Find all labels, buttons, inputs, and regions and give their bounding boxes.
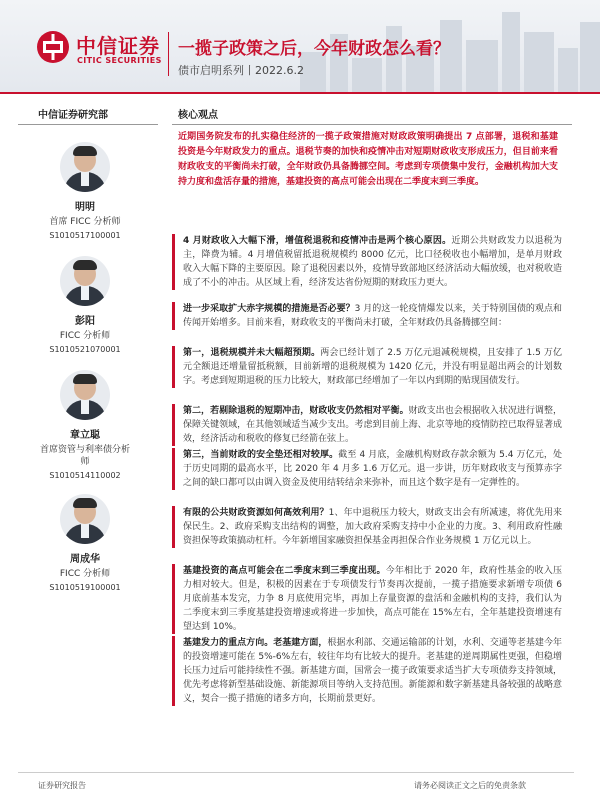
analyst-role: 首席资管与利率债分析师 <box>39 445 130 467</box>
analyst-sidebar <box>0 94 170 774</box>
analyst-card <box>0 256 170 354</box>
city-silhouette <box>352 58 382 92</box>
paragraph-lead: 4 月财政收入大幅下滑，增值税退税和疫情冲击是两个核心原因。 <box>183 236 452 246</box>
analyst-role: FICC 分析师 <box>59 569 111 579</box>
paragraph-body: 根据水利部、交通运输部的计划，水利、交通等老基建今年的投资增速可能在 5%-6%左右，较往年均有比较大的提升。老基建的逆周期属性更强，但稳增长压力过后可能持续性不强。新基建方面，国常会一揽子政策要求适当扩大专项债券支持领域，优先考虑将新型基础设施、新能源项目等纳入支持范围。新能源和数字新基建具备较强的战略意义，契合一揽子措施的诸多方向，长期前景更好。 <box>183 638 562 704</box>
paragraph <box>172 404 562 446</box>
paragraph-lead: 第一，退税规模并未大幅超预期。 <box>183 348 321 358</box>
paragraph-body: 1、年中退税压力较大，财政支出会有所减速，将优先用来保民生。2、政府采购支出结构的调整，加大政府采购支持中小企业的力度。3、利用政府性融资担保等政策搞动杠杆。今年新增国家融资担保基金再担保合作业务规模 1 万亿元以上。 <box>183 508 562 546</box>
citic-logo-icon <box>36 30 70 64</box>
analyst-license: S1010521070001 <box>49 345 121 354</box>
paragraph-lead: 有限的公共财政资源如何高效利用？ <box>183 508 329 518</box>
section-title: 核心观点 <box>178 110 218 121</box>
analyst-photo <box>60 370 110 420</box>
paragraph <box>172 564 562 634</box>
header-banner <box>0 0 600 92</box>
report-series-date: 债市启明系列丨2022.6.2 <box>178 64 304 77</box>
analyst-license: S1010514110002 <box>49 471 121 480</box>
paragraph-lead: 基建投资的高点可能会在二季度末到三季度出现。 <box>183 566 386 576</box>
analyst-license: S1010519100001 <box>49 583 121 592</box>
summary-text: 近期国务院发布的扎实稳住经济的一揽子政策措施对财政政策明确提出 7 点部署，退税和基建投资是今年财政发力的重点。退税节奏的加快和疫情冲击对短期财政收支形成压力，但目前来看财政收支的平衡尚未打破，全年财政仍具备腾挪空间。考虑到专项债集中发行，金融机构加大支持力度和盘活存量的措施，基建投资的高点可能会出现在二季度末到三季度。 <box>178 132 558 187</box>
analyst-role: 首席 FICC 分析师 <box>49 217 121 227</box>
paragraph-body: 截至 4 月底，金融机构财政存款余额为 5.4 万亿元，处于历史同期的最高水平，比 2020 年 4 月多 1.6 万亿元。退一步讲，历年财政收支与预算赤字之间的缺口都可以由调入资金及使用结转结余来弥补，而且这个数字是有一定弹性的。 <box>183 450 563 488</box>
analyst-role: FICC 分析师 <box>59 331 111 341</box>
paragraph <box>172 234 562 290</box>
analyst-card <box>0 142 170 240</box>
sidebar-rule <box>18 124 158 125</box>
paragraph-body: 3 月的这一轮疫情爆发以来，关于特别国债的观点和传闻开始增多。目前来看，财政收支的平衡尚未打破，全年财政仍具备腾挪空间： <box>183 304 562 328</box>
analyst-card <box>0 494 170 592</box>
paragraph-lead: 第二，若剔除退税的短期冲击，财政收支仍然相对平衡。 <box>183 406 409 416</box>
paragraph <box>172 448 562 490</box>
paragraph <box>172 636 562 706</box>
header-divider <box>168 32 169 76</box>
city-silhouette <box>502 12 520 92</box>
analyst-card <box>0 370 170 480</box>
footer-rule <box>18 772 574 773</box>
paragraph <box>172 302 562 330</box>
paragraph-body: 两会已经计划了 2.5 万亿元退减税规模，且安排了 1.5 万亿元全额退还增量留抵税额，目前新增的退税规模为 1420 亿元，并没有明显超出两会的计划数字。考虑到短期退税的压力比较大，财政部已经增加了一年以内到期的贴现国债发行。 <box>183 348 562 386</box>
paragraph <box>172 506 562 548</box>
paragraph-lead: 进一步采取扩大赤字规模的措施是否必要？ <box>183 304 355 314</box>
analyst-name: 章立聪 <box>70 430 100 441</box>
brand-name-en: CITIC SECURITIES <box>77 56 162 65</box>
report-title: 一揽子政策之后，今年财政怎么看？ <box>178 39 450 59</box>
paragraph <box>172 346 562 388</box>
city-silhouette <box>580 22 600 92</box>
city-silhouette <box>466 40 498 92</box>
paragraph-lead: 第三，当前财政的安全垫还相对较厚。 <box>183 450 339 460</box>
analyst-photo <box>60 256 110 306</box>
analyst-name: 周成华 <box>70 554 100 565</box>
city-silhouette <box>558 48 578 92</box>
section-rule <box>172 124 572 125</box>
analyst-photo <box>60 494 110 544</box>
brand-name-cn: 中信证券 <box>76 34 160 58</box>
paragraph-body: 财政支出也会根据收入状况进行调整，保障关键领域，在其他领域适当减少支出。考虑到目前上海、北京等地的疫情防控已取得显著成效，经济活动和税收的修复已经箭在弦上。 <box>183 406 562 444</box>
paragraph-body: 近期公共财政发力以退税为主，降费为辅。4 月增值税留抵退税规模约 8000 亿元，比口径税收也小幅增加，是单月财政收入大幅下降的主要原因。除了退税因素以外，疫情导致部地区经济活动大幅放缓，也对税收造成了不小的冲击。从区域上看，经济发达省份短期的财政压力更大。 <box>183 236 562 288</box>
analyst-name: 彭阳 <box>75 316 95 327</box>
footer-disclaimer: 请务必阅读正文之后的免责条款 <box>414 781 526 790</box>
city-silhouette <box>524 32 554 92</box>
footer-report-type: 证券研究报告 <box>38 781 86 790</box>
paragraph-body: 今年相比于 2020 年，政府性基金的收入压力相对较大。但是，积极的因素在于专项债发行节奏再次提前，一揽子措施要求新增专项债 6 月底前基本发完，力争 8 月底使用完毕，再加上存量资源的盘活和金融机构的支持，我们认为二季度末到三季度基建投资增速或将进一步加快，高点可能在 15%左右，全年基建投资增速有望达到 10%。 <box>183 566 562 632</box>
analyst-license: S1010517100001 <box>49 231 121 240</box>
department-label: 中信证券研究部 <box>38 110 108 121</box>
paragraph-lead: 基建发力的重点方向。老基建方面， <box>183 638 328 648</box>
analyst-name: 明明 <box>75 202 95 213</box>
analyst-photo <box>60 142 110 192</box>
